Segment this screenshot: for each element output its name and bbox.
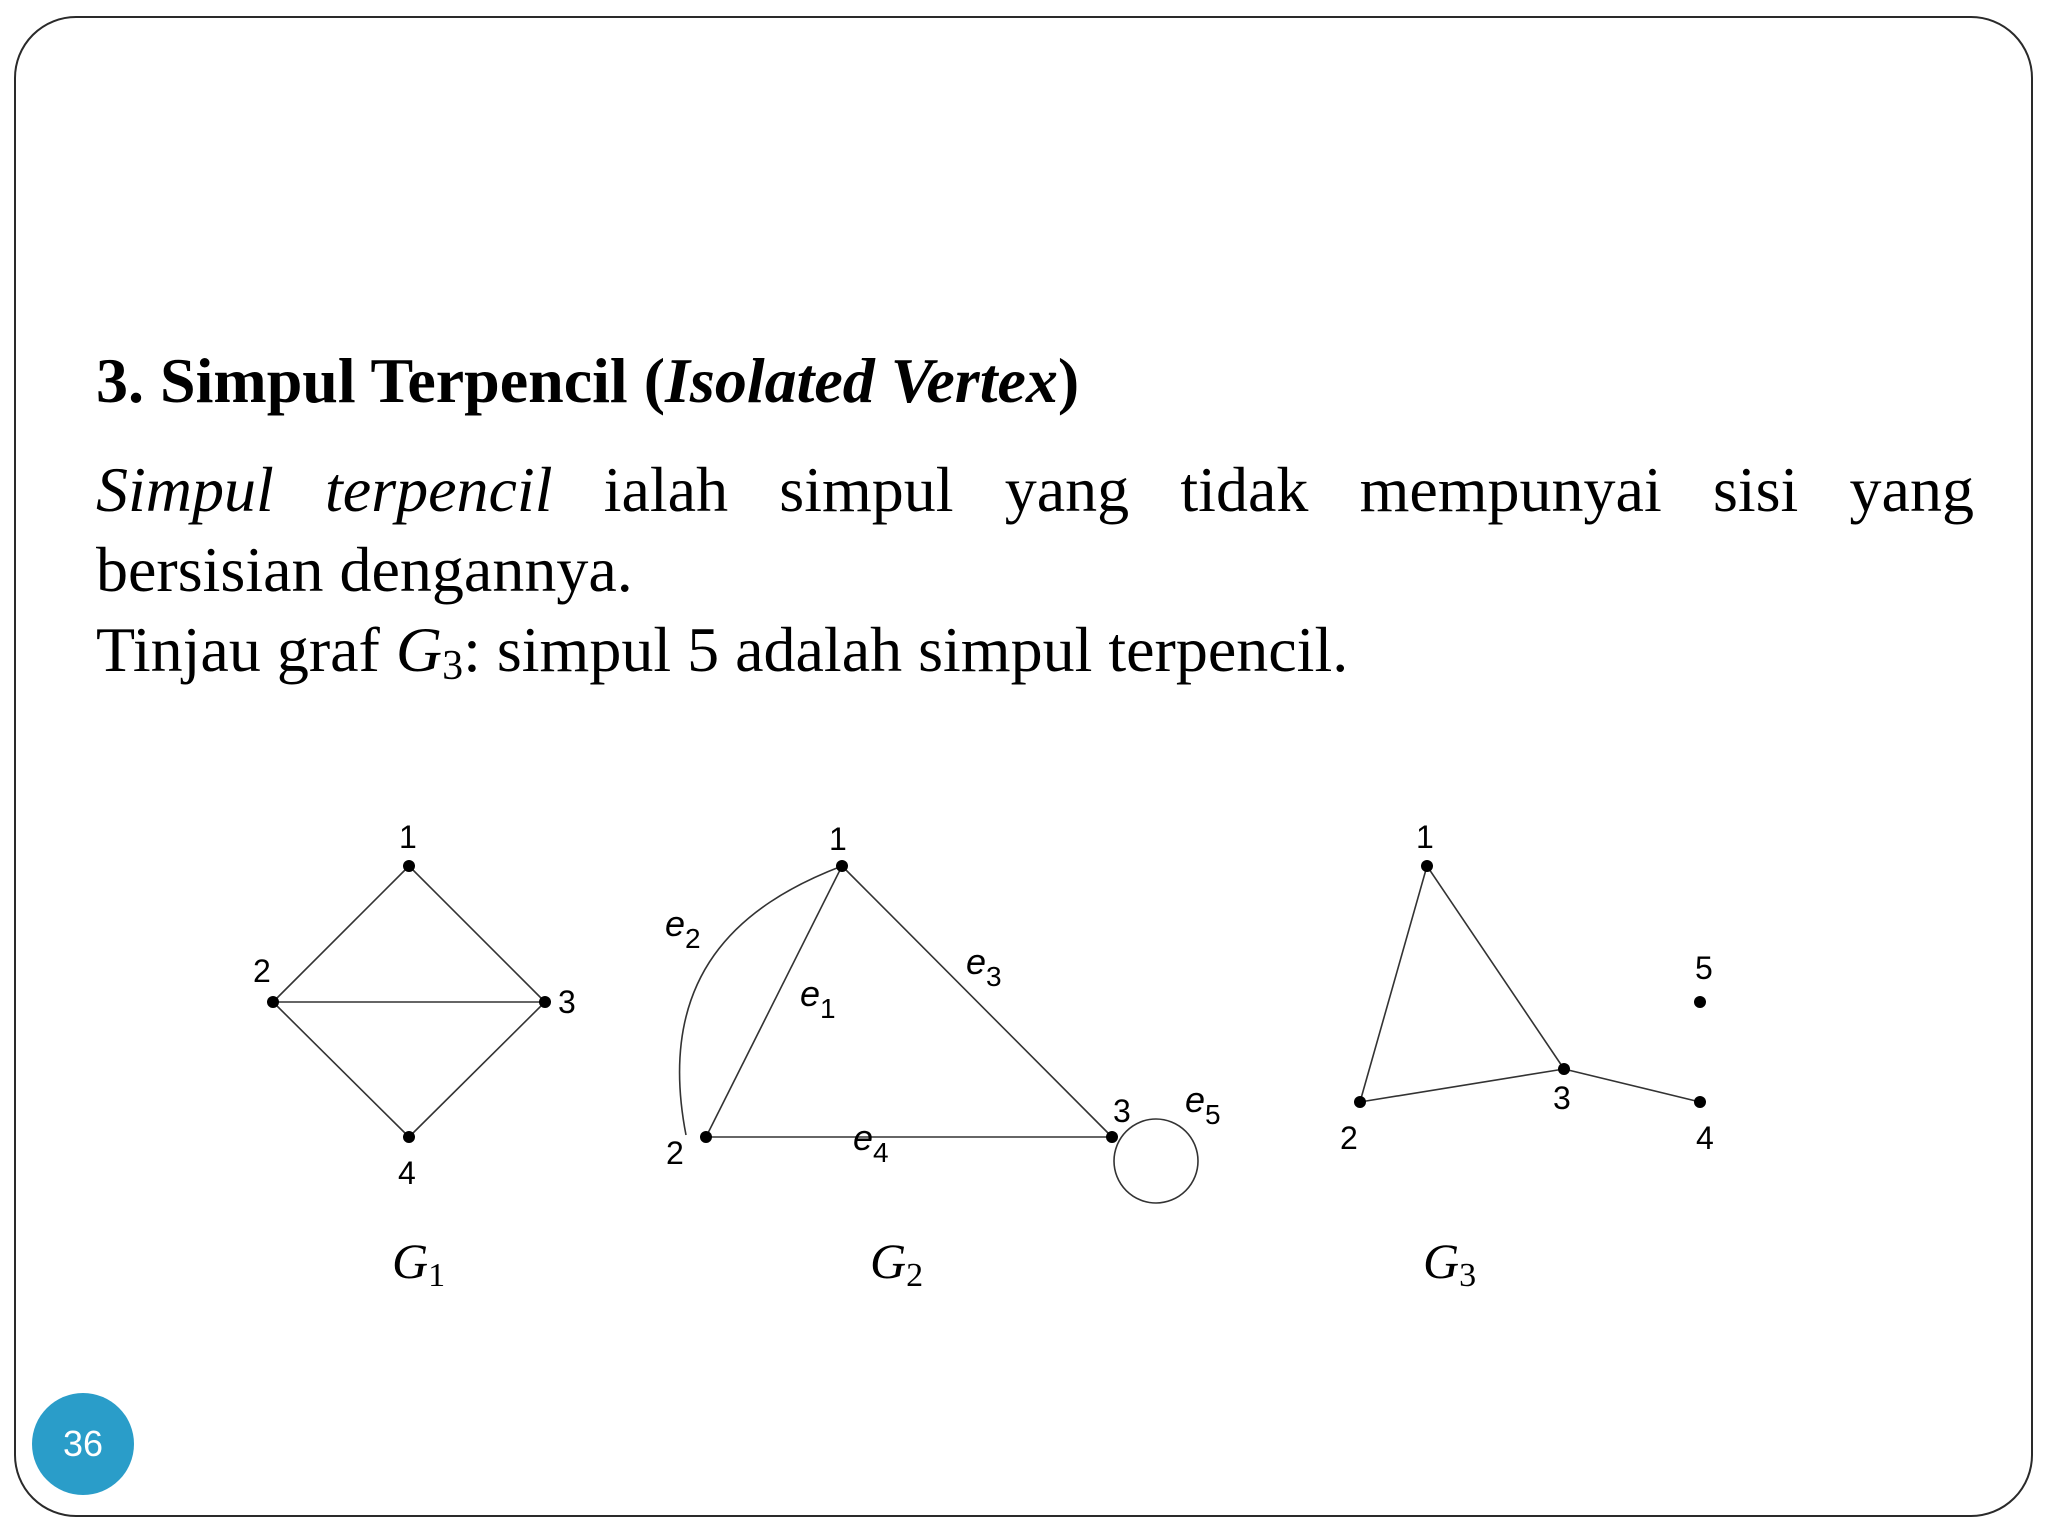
- g3-node-label: 4: [1696, 1120, 1714, 1156]
- g3-edge-1-2: [1360, 866, 1427, 1102]
- example-prefix: Tinjau graf: [96, 614, 396, 685]
- g1-name: [392, 1233, 445, 1294]
- edge-sub: 1: [820, 993, 836, 1024]
- g2-node-1: [836, 860, 848, 872]
- g2-node-label: 2: [666, 1135, 684, 1171]
- edge-letter: e: [966, 941, 987, 982]
- edge-sub: 5: [1205, 1099, 1221, 1130]
- g3-node-4: [1694, 1096, 1706, 1108]
- g3-name-letter: G: [1423, 1233, 1460, 1289]
- edge-sub: 2: [685, 923, 701, 954]
- g3-node-label: 1: [1416, 819, 1434, 855]
- page-number-badge: 36: [32, 1393, 134, 1495]
- title-prefix: 3. Simpul Terpencil (: [96, 345, 665, 416]
- g3-node-5-isolated: [1694, 996, 1706, 1008]
- g2-edge-e3: [842, 866, 1112, 1137]
- g2-edge-e5-loop: [1114, 1119, 1198, 1203]
- definition-word: simpul: [779, 454, 954, 525]
- title-italic: Isolated Vertex: [665, 345, 1058, 416]
- g3-name: [1423, 1233, 1476, 1294]
- g3-edge-1-3: [1427, 866, 1564, 1069]
- g2-name-sub: 2: [906, 1257, 924, 1294]
- example-graph: G: [395, 614, 443, 685]
- definition-term-2: terpencil: [325, 454, 553, 525]
- edge-letter: e: [665, 903, 686, 944]
- definition-word: mempunyai: [1359, 454, 1662, 525]
- graph-g1: [253, 819, 576, 1294]
- g2-edge-label-e2: [665, 903, 701, 954]
- g1-node-label: 4: [398, 1155, 416, 1191]
- g3-node-3: [1558, 1063, 1570, 1075]
- g1-node-label: 2: [253, 953, 271, 989]
- g1-node-label: 3: [558, 984, 576, 1020]
- g2-edge-label-e4: [853, 1117, 889, 1168]
- g3-node-label: 2: [1340, 1120, 1358, 1156]
- graph-g3: [1340, 819, 1714, 1294]
- g2-node-label: 3: [1113, 1093, 1131, 1129]
- definition-term: Simpul: [96, 454, 274, 525]
- g1-node-2: [267, 996, 279, 1008]
- g2-edge-label-e3: [966, 941, 1002, 992]
- g1-edge-3-4: [409, 1002, 545, 1137]
- g2-name-letter: G: [870, 1233, 907, 1289]
- g3-node-label: 5: [1695, 950, 1713, 986]
- title-suffix: ): [1057, 345, 1080, 416]
- edge-letter: e: [800, 973, 821, 1014]
- example-suffix: : simpul 5 adalah simpul terpencil.: [463, 614, 1349, 685]
- edge-sub: 3: [986, 961, 1002, 992]
- g1-node-label: 1: [399, 819, 417, 855]
- g1-edge-2-4: [273, 1002, 409, 1137]
- g2-name: [870, 1233, 923, 1294]
- g1-node-3: [539, 996, 551, 1008]
- g3-node-label: 3: [1553, 1080, 1571, 1116]
- g3-edge-2-3: [1360, 1069, 1564, 1102]
- definition-word: yang: [1004, 454, 1130, 525]
- g2-node-3: [1106, 1131, 1118, 1143]
- graph-g2: [665, 821, 1221, 1294]
- g1-name-letter: G: [392, 1233, 429, 1289]
- g2-edge-label-e1: [800, 973, 836, 1024]
- definition-word: sisi: [1712, 454, 1799, 525]
- g1-edge-1-2: [273, 866, 409, 1002]
- g1-node-4: [403, 1131, 415, 1143]
- definition-word: yang: [1849, 454, 1974, 525]
- g2-node-2: [700, 1131, 712, 1143]
- definition-line-2: bersisian dengannya.: [96, 534, 633, 605]
- example-graph-sub: 3: [442, 643, 464, 689]
- g2-edge-label-e5: [1185, 1079, 1221, 1130]
- edge-letter: e: [1185, 1079, 1206, 1120]
- edge-sub: 4: [873, 1137, 889, 1168]
- g1-node-1: [403, 860, 415, 872]
- g2-node-label: 1: [829, 821, 847, 857]
- g1-name-sub: 1: [428, 1257, 446, 1294]
- g1-edge-1-3: [409, 866, 545, 1002]
- definition-word: tidak: [1180, 454, 1309, 525]
- g3-node-2: [1354, 1096, 1366, 1108]
- g3-name-sub: 3: [1459, 1257, 1477, 1294]
- g3-edge-3-4: [1564, 1069, 1700, 1102]
- g3-node-1: [1421, 860, 1433, 872]
- definition-word: ialah: [603, 454, 729, 525]
- edge-letter: e: [853, 1117, 874, 1158]
